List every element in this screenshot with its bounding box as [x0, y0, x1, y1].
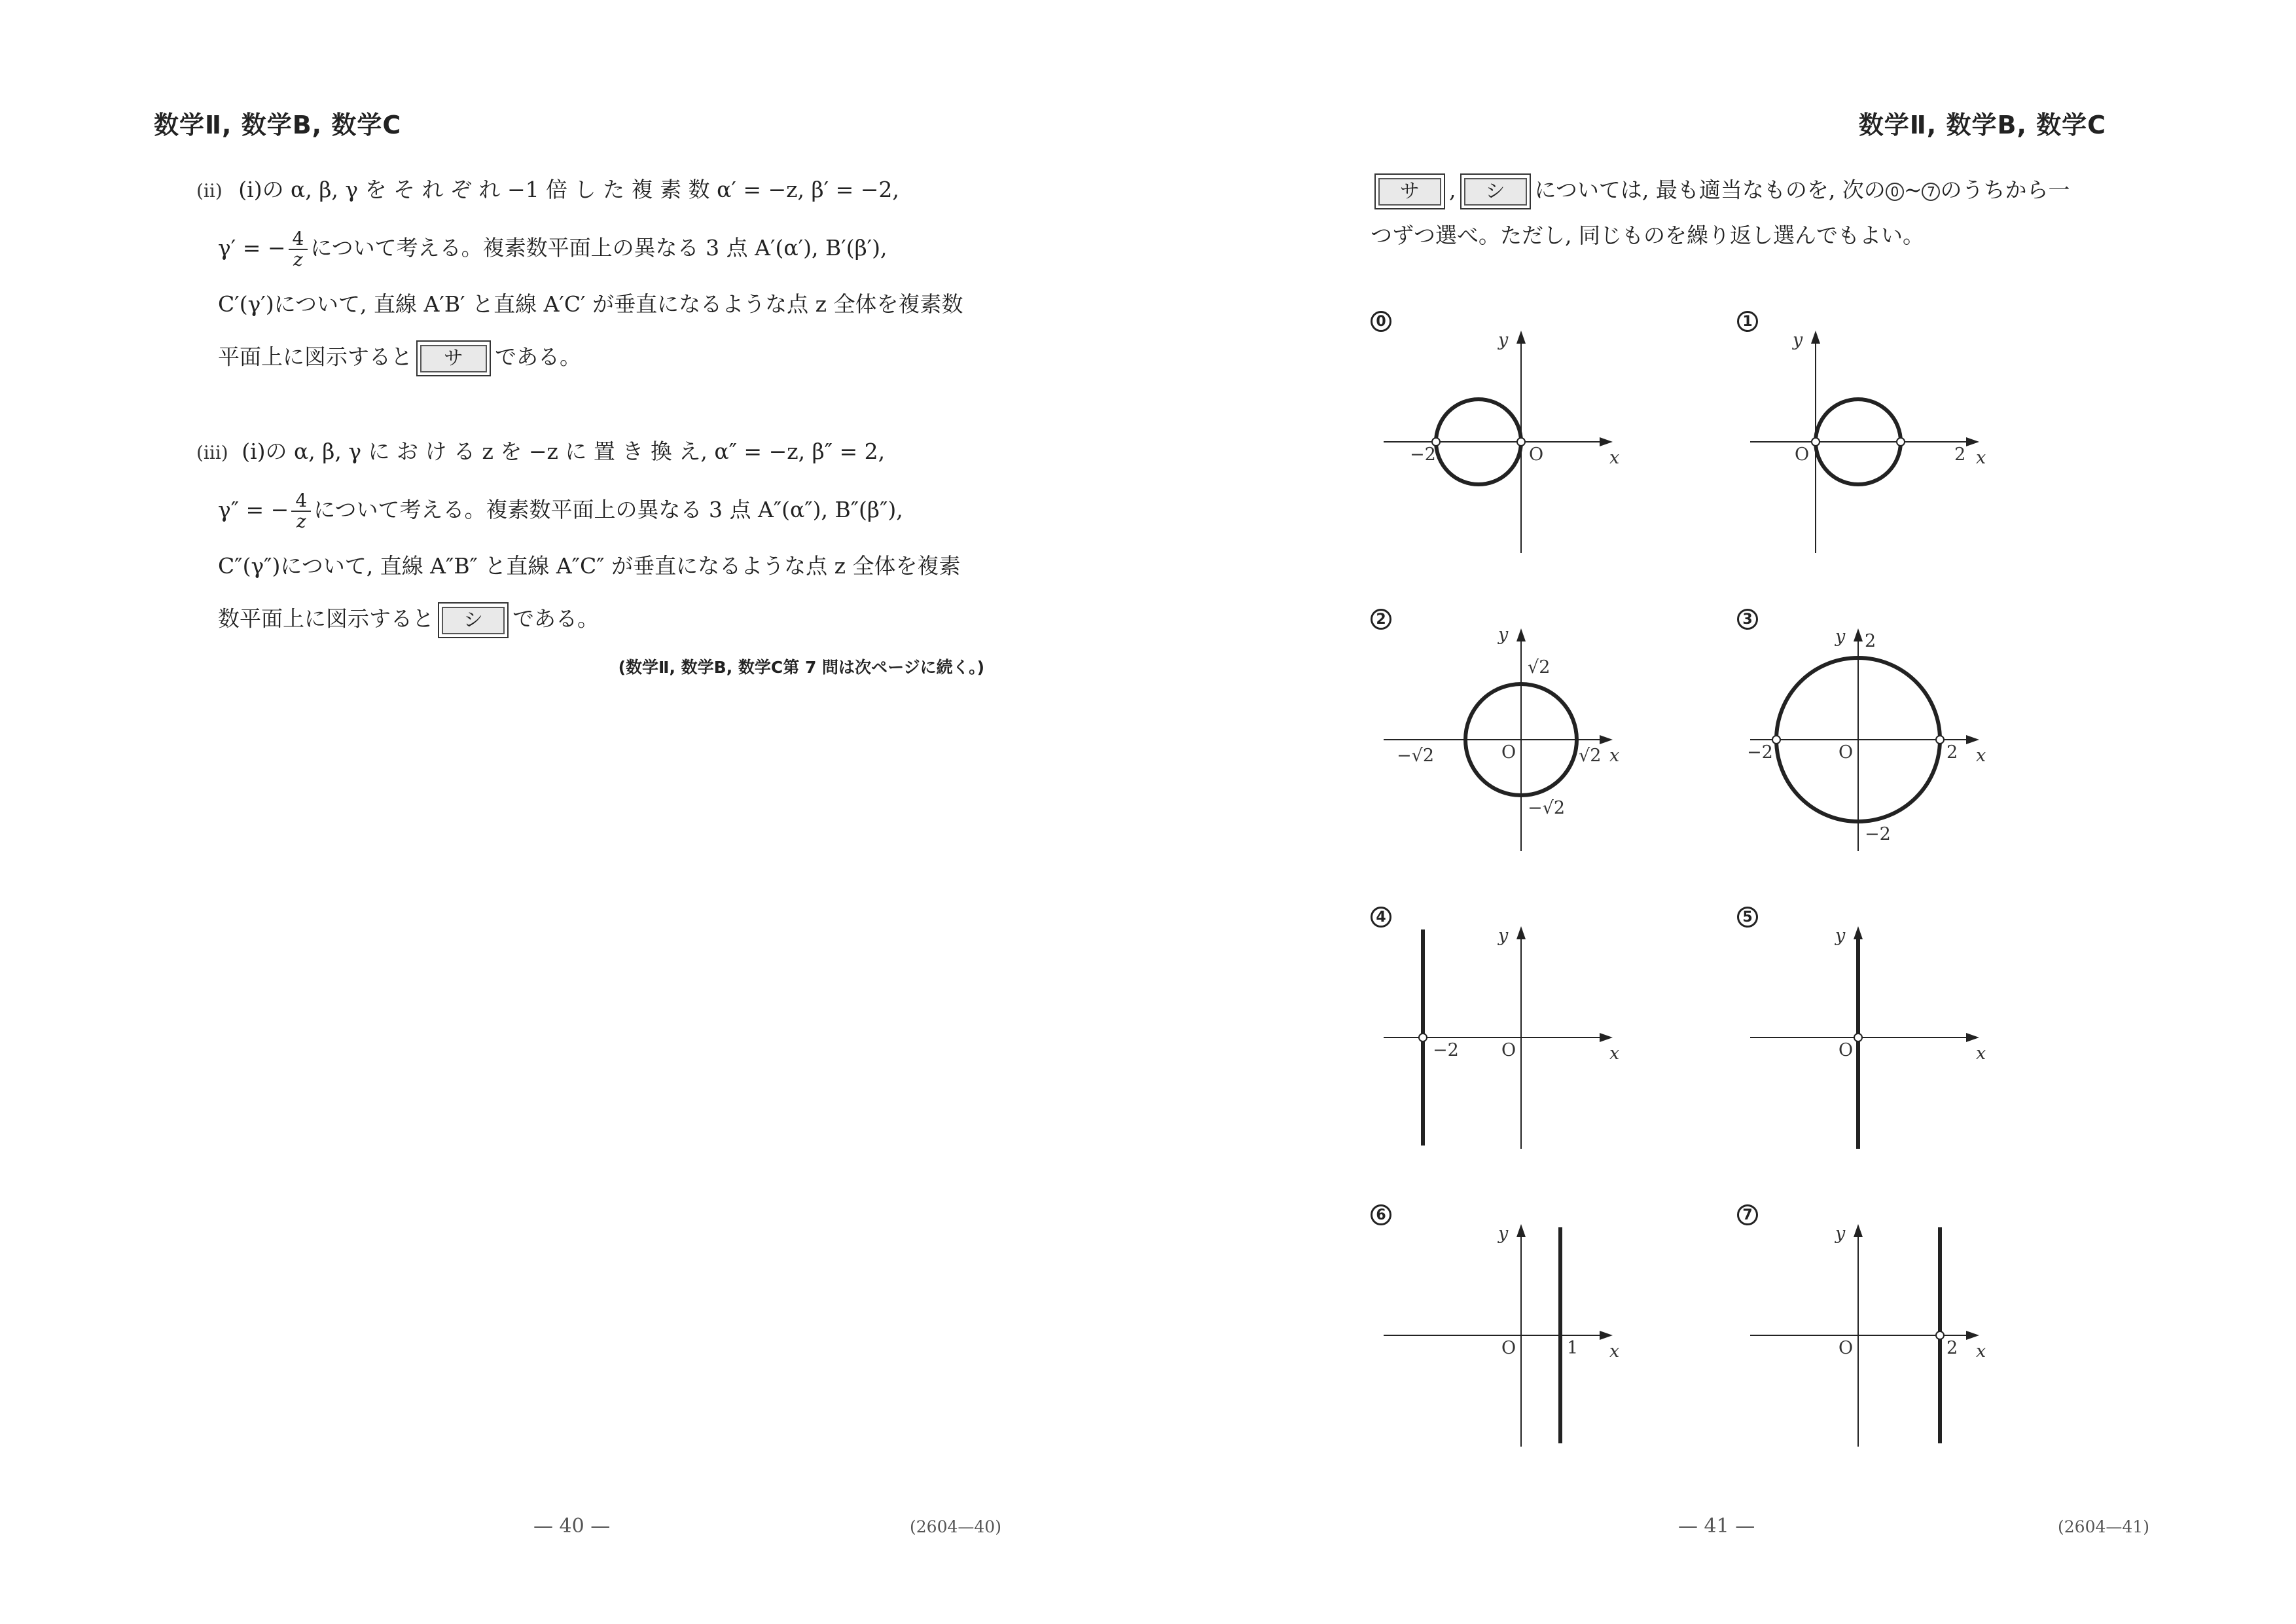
choice-number-badge: 1	[1737, 311, 1758, 332]
part-ii-line4	[218, 340, 581, 376]
choice-number-badge: 0	[1371, 311, 1391, 332]
graph-svg	[1737, 907, 1999, 1168]
tick-label: 2	[1946, 742, 1958, 763]
choice-1-graph[interactable]	[1737, 311, 1999, 573]
tick-label: √2	[1528, 657, 1551, 677]
part-ii-line3: C′(γ′)について, 直線 A′B′ と直線 A′C′ が垂直になるような点 z 全体を複素数	[218, 291, 963, 317]
answer-box-sa[interactable]	[416, 340, 491, 376]
part-iii-line1	[196, 439, 885, 466]
choice-number-badge: 4	[1371, 907, 1391, 928]
tick-label: −2	[1433, 1040, 1459, 1060]
answer-box-label: サ	[1378, 178, 1441, 206]
choice-number-badge: 3	[1737, 609, 1758, 630]
origin-label: O	[1501, 742, 1516, 763]
choice-7-graph[interactable]	[1737, 1204, 1999, 1466]
frac-numerator: 4	[291, 491, 311, 512]
x-label: x	[1609, 746, 1620, 766]
part-ii-marker: (ii)	[196, 180, 223, 202]
page-header: 数学Ⅱ, 数学B, 数学C	[154, 111, 402, 139]
tick-label: −√2	[1528, 798, 1566, 818]
graph-svg	[1371, 609, 1632, 871]
page-code: (2604—41)	[2058, 1517, 2149, 1536]
graph-svg	[1737, 1204, 1999, 1466]
x-label: x	[1609, 1043, 1620, 1064]
y-label: y	[1498, 926, 1509, 946]
part-ii-line2	[218, 229, 888, 270]
y-label: y	[1793, 330, 1803, 350]
part-iii-end: である。	[512, 605, 599, 632]
tick-label: −√2	[1397, 746, 1435, 766]
frac-denominator: z	[293, 249, 303, 270]
choice-5-graph[interactable]	[1737, 907, 1999, 1168]
part-iii-marker: (iii)	[196, 442, 228, 463]
choice-number-badge: 5	[1737, 907, 1758, 928]
part-iii-text4: 数平面上に図示すると	[218, 605, 434, 632]
origin-label: O	[1839, 742, 1854, 763]
answer-box-label: サ	[420, 345, 487, 372]
origin-label: O	[1839, 1338, 1854, 1358]
part-iii-gamma: γ″ = −	[218, 497, 289, 522]
right-page	[1148, 0, 2296, 1624]
part-ii-text4: 平面上に図示すると	[218, 344, 412, 370]
y-label: y	[1498, 624, 1509, 645]
choice-number-badge: 6	[1371, 1204, 1391, 1225]
origin-label: O	[1501, 1338, 1516, 1358]
choice-end-marker: 7	[1922, 183, 1940, 201]
choice-6-graph[interactable]	[1371, 1204, 1632, 1466]
excluded-point	[1419, 1034, 1427, 1041]
excluded-point	[1897, 438, 1905, 446]
part-ii-text1: (i)の α, β, γ を そ れ ぞ れ −1 倍 し た 複 素 数 α′ = −z, β′ = −2,	[238, 177, 899, 202]
x-label: x	[1976, 746, 1986, 766]
frac-denominator: z	[296, 511, 306, 532]
origin-label: O	[1839, 1040, 1854, 1060]
x-label: x	[1976, 1043, 1986, 1064]
page-code: (2604—40)	[910, 1517, 1001, 1536]
answer-box-sa[interactable]	[1374, 173, 1445, 209]
tick-label: −2	[1747, 742, 1773, 763]
tick-label: 2	[1954, 444, 1966, 465]
answer-box-shi[interactable]	[1460, 173, 1531, 209]
x-label: x	[1976, 1341, 1986, 1362]
tick-label: 2	[1946, 1338, 1958, 1358]
tick-label: −2	[1410, 444, 1436, 465]
part-iii-line3: C″(γ″)について, 直線 A″B″ と直線 A″C″ が垂直になるような点 z 全体を複素	[218, 553, 961, 579]
tick-label: √2	[1579, 746, 1602, 766]
y-label: y	[1498, 1223, 1509, 1244]
origin-label: O	[1529, 444, 1544, 465]
choice-2-graph[interactable]	[1371, 609, 1632, 871]
frac-numerator: 4	[289, 229, 308, 250]
tick-label: 2	[1865, 631, 1876, 651]
graph-svg	[1371, 311, 1632, 573]
excluded-point	[1936, 736, 1944, 744]
fraction-4-over-z	[291, 491, 311, 532]
instruction-text2: のうちから一	[1940, 177, 2070, 203]
tick-label: 1	[1567, 1338, 1579, 1358]
part-iii-text1: (i)の α, β, γ に お け る z を −z に 置 き 換 え, α″ = −z, β″ = 2,	[242, 439, 886, 464]
instruction-comma: ,	[1449, 177, 1456, 203]
x-axis-arrow	[1600, 437, 1613, 446]
instruction-line1	[1371, 173, 2070, 209]
y-label: y	[1498, 330, 1509, 350]
origin-label: O	[1501, 1040, 1516, 1060]
answer-box-shi[interactable]	[438, 602, 509, 638]
range-separator: ~	[1903, 177, 1922, 203]
y-label: y	[1835, 1223, 1846, 1244]
choice-4-graph[interactable]	[1371, 907, 1632, 1168]
graph-svg	[1371, 1204, 1632, 1466]
part-iii-line2	[218, 491, 903, 532]
origin-label: O	[1795, 444, 1810, 465]
excluded-point	[1772, 736, 1780, 744]
part-iii-text2: について考える。複素数平面上の異なる 3 点 A″(α″), B″(β″),	[314, 497, 903, 522]
x-label: x	[1609, 1341, 1620, 1362]
answer-box-label: シ	[1464, 178, 1527, 206]
y-axis-arrow	[1516, 331, 1526, 344]
part-iii-line4	[218, 602, 599, 638]
choice-number-badge: 7	[1737, 1204, 1758, 1225]
part-ii-gamma: γ′ = −	[218, 235, 286, 261]
x-label: x	[1976, 448, 1986, 468]
x-label: x	[1609, 448, 1620, 468]
graph-svg	[1371, 907, 1632, 1168]
answer-box-label: シ	[442, 607, 505, 634]
instruction-line2: つずつ選べ。ただし, 同じものを繰り返し選んでもよい。	[1371, 223, 1924, 248]
instruction-text1: については, 最も適当なものを, 次の	[1534, 177, 1886, 203]
part-ii-text2: について考える。複素数平面上の異なる 3 点 A′(α′), B′(β′),	[310, 235, 888, 261]
y-label: y	[1835, 626, 1846, 647]
fraction-4-over-z	[289, 229, 308, 270]
choice-3-graph[interactable]	[1737, 609, 1999, 871]
part-ii-line1	[196, 177, 899, 204]
y-label: y	[1835, 926, 1846, 946]
tick-label: −2	[1865, 824, 1891, 844]
excluded-point	[1812, 438, 1820, 446]
page-header: 数学Ⅱ, 数学B, 数学C	[1858, 111, 2106, 139]
continued-note: (数学Ⅱ, 数学B, 数学C第 7 問は次ページに続く。)	[618, 658, 984, 677]
page-number: — 40 —	[533, 1515, 611, 1538]
choice-start-marker: 0	[1886, 183, 1904, 201]
excluded-point	[1854, 1034, 1862, 1041]
excluded-point	[1517, 438, 1525, 446]
page-number: — 41 —	[1678, 1515, 1755, 1538]
choice-0-graph[interactable]	[1371, 311, 1632, 573]
choice-number-badge: 2	[1371, 609, 1391, 630]
graph-svg	[1737, 311, 1999, 573]
excluded-point	[1936, 1331, 1944, 1339]
part-ii-end: である。	[495, 344, 581, 370]
